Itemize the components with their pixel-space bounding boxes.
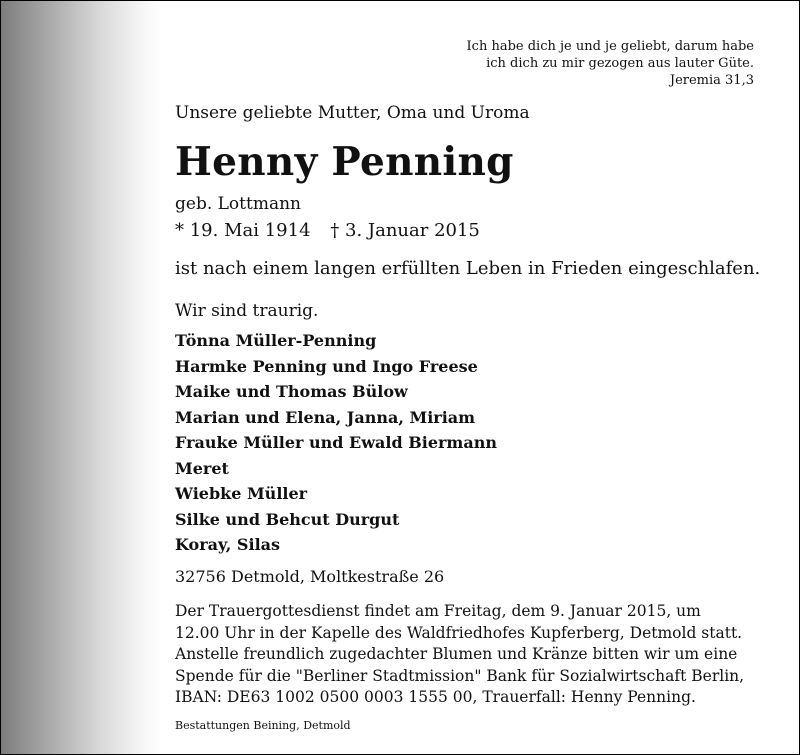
life-dates	[175, 220, 494, 241]
death-date: † 3. Januar 2015	[330, 220, 480, 241]
family-member: Marian und Elena, Janna, Miriam	[175, 407, 476, 427]
family-member: Silke und Behcut Durgut	[175, 509, 400, 529]
service-details	[175, 601, 744, 709]
verse-reference: Jeremia 31,3	[669, 73, 754, 88]
family-member: Wiebke Müller	[175, 484, 308, 503]
verse-line: Ich habe dich je und je geliebt, darum habe	[466, 39, 754, 54]
service-line: Spende für die "Berliner Stadtmission" Bank für Sozialwirtschaft Berlin,	[175, 666, 745, 685]
service-line: Anstelle freundlich zugedachter Blumen und Kränze bitten wir um eine	[175, 645, 738, 663]
family-member: Maike und Thomas Bülow	[175, 382, 408, 401]
family-member: Meret	[175, 458, 229, 478]
decorative-shaded-band	[1, 1, 161, 754]
service-line: IBAN: DE63 1002 0500 0003 1555 00, Trauerfall: Henny Penning.	[175, 688, 696, 706]
birth-date: * 19. Mai 1914	[175, 220, 311, 241]
family-list	[175, 328, 497, 558]
bible-verse	[467, 38, 754, 89]
service-line: 12.00 Uhr in der Kapelle des Waldfriedhofes Kupferberg, Detmold statt.	[175, 623, 743, 642]
address: 32756 Detmold, Moltkestraße 26	[175, 567, 445, 586]
intro-line: Unsere geliebte Mutter, Oma und Uroma	[175, 103, 530, 123]
deceased-name: Henny Penning	[175, 139, 514, 185]
verse-line: ich dich zu mir gezogen aus lauter Güte.	[486, 56, 754, 71]
family-member: Harmke Penning und Ingo Freese	[175, 356, 478, 376]
passing-statement: ist nach einem langen erfüllten Leben in Frieden eingeschlafen.	[175, 258, 761, 279]
service-line: Der Trauergottesdienst findet am Freitag, dem 9. Januar 2015, um	[175, 602, 701, 620]
family-member: Tönna Müller-Penning	[175, 331, 377, 350]
family-member: Koray, Silas	[175, 535, 281, 554]
family-member: Frauke Müller und Ewald Biermann	[175, 433, 497, 452]
birth-name: geb. Lottmann	[175, 194, 301, 214]
undertaker: Bestattungen Beining, Detmold	[175, 719, 351, 732]
mourning-line: Wir sind traurig.	[175, 301, 319, 321]
